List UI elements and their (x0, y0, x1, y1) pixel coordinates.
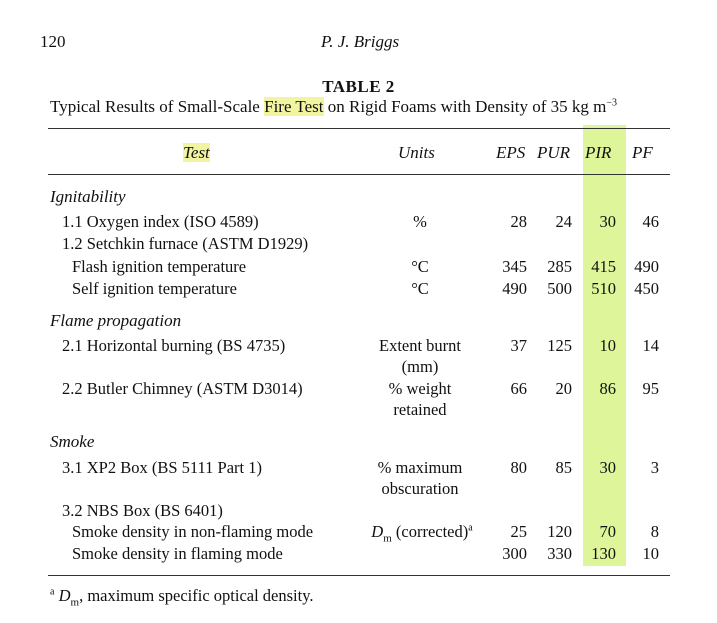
cell-pir: 30 (599, 212, 616, 231)
units-symbol: D (371, 522, 384, 541)
header-pf: PF (632, 143, 653, 162)
cell-pf: 3 (650, 458, 659, 477)
footnote-symbol-sub: m (70, 596, 80, 609)
row-label: Smoke density in non-flaming mode (72, 522, 314, 541)
bottom-rule (48, 575, 670, 576)
caption-exponent: −3 (606, 97, 618, 109)
cell-pir: 70 (599, 522, 616, 541)
cell-pf: 95 (642, 379, 659, 398)
cell-eps: 345 (502, 257, 527, 276)
row-units: % weight (388, 379, 452, 398)
cell-eps: 490 (502, 279, 527, 298)
page-number: 120 (40, 32, 66, 51)
section-ignitability: Ignitability (50, 187, 126, 206)
row-units-line2: (mm) (401, 357, 439, 376)
cell-eps: 66 (510, 379, 527, 398)
section-flame-propagation: Flame propagation (50, 311, 182, 330)
row-label: 2.2 Butler Chimney (ASTM D3014) (62, 379, 303, 398)
footnote-symbol: D (58, 586, 71, 605)
cell-pur: 125 (547, 336, 572, 355)
cell-pir: 415 (591, 257, 616, 276)
header-units: Units (398, 143, 435, 162)
cell-pf: 10 (642, 544, 659, 563)
cell-pir: 10 (599, 336, 616, 355)
cell-pur: 330 (547, 544, 572, 563)
cell-pur: 285 (547, 257, 572, 276)
cell-eps: 25 (510, 522, 527, 541)
cell-pir: 86 (599, 379, 616, 398)
row-units: % (413, 212, 427, 231)
row-label: 3.2 NBS Box (BS 6401) (62, 501, 223, 520)
row-label: Smoke density in flaming mode (72, 544, 283, 563)
cell-pf: 8 (650, 522, 659, 541)
row-units (358, 522, 486, 544)
header-eps: EPS (496, 143, 526, 162)
row-units: °C (411, 279, 429, 298)
row-label: 3.1 XP2 Box (BS 5111 Part 1) (62, 458, 262, 477)
cell-pur: 24 (555, 212, 572, 231)
cell-eps: 80 (510, 458, 527, 477)
caption-text-end: on Rigid Foams with Density of 35 kg m (323, 97, 607, 116)
cell-pf: 14 (642, 336, 659, 355)
header-test-cell (183, 143, 210, 163)
header-rule (48, 174, 670, 175)
units-footnote-mark: a (468, 522, 473, 534)
table-footnote (50, 586, 314, 608)
top-rule (48, 128, 670, 129)
caption-highlight: Fire Test (264, 97, 324, 116)
header-pur: PUR (537, 143, 571, 162)
table-title: TABLE 2 (322, 77, 395, 96)
footnote-text: , maximum specific optical density. (79, 586, 314, 605)
cell-pur: 20 (555, 379, 572, 398)
row-label: 1.1 Oxygen index (ISO 4589) (62, 212, 259, 231)
cell-pur: 500 (547, 279, 572, 298)
cell-eps: 37 (510, 336, 527, 355)
header-test: Test (183, 143, 210, 162)
units-text: (corrected) (391, 522, 469, 541)
row-label: 1.2 Setchkin furnace (ASTM D1929) (62, 234, 309, 253)
row-units-line2: retained (393, 400, 447, 419)
row-label: Flash ignition temperature (72, 257, 247, 276)
cell-pir: 130 (591, 544, 616, 563)
row-units: % maximum (377, 458, 463, 477)
running-author: P. J. Briggs (321, 32, 400, 51)
row-label: Self ignition temperature (72, 279, 237, 298)
cell-pur: 85 (555, 458, 572, 477)
caption-text-start: Typical Results of Small-Scale (50, 97, 265, 116)
cell-pf: 46 (642, 212, 659, 231)
cell-pf: 450 (634, 279, 659, 298)
cell-eps: 300 (502, 544, 527, 563)
cell-pir: 30 (599, 458, 616, 477)
row-units: Extent burnt (378, 336, 462, 355)
section-smoke: Smoke (50, 432, 95, 451)
row-units-line2: obscuration (381, 479, 459, 498)
cell-pur: 120 (547, 522, 572, 541)
cell-pir: 510 (591, 279, 616, 298)
header-pir: PIR (585, 143, 612, 162)
cell-eps: 28 (510, 212, 527, 231)
table-caption (50, 97, 617, 117)
row-units: °C (411, 257, 429, 276)
footnote-mark: a (50, 586, 55, 598)
units-symbol-sub: m (383, 532, 392, 545)
row-label: 2.1 Horizontal burning (BS 4735) (62, 336, 286, 355)
cell-pf: 490 (634, 257, 659, 276)
